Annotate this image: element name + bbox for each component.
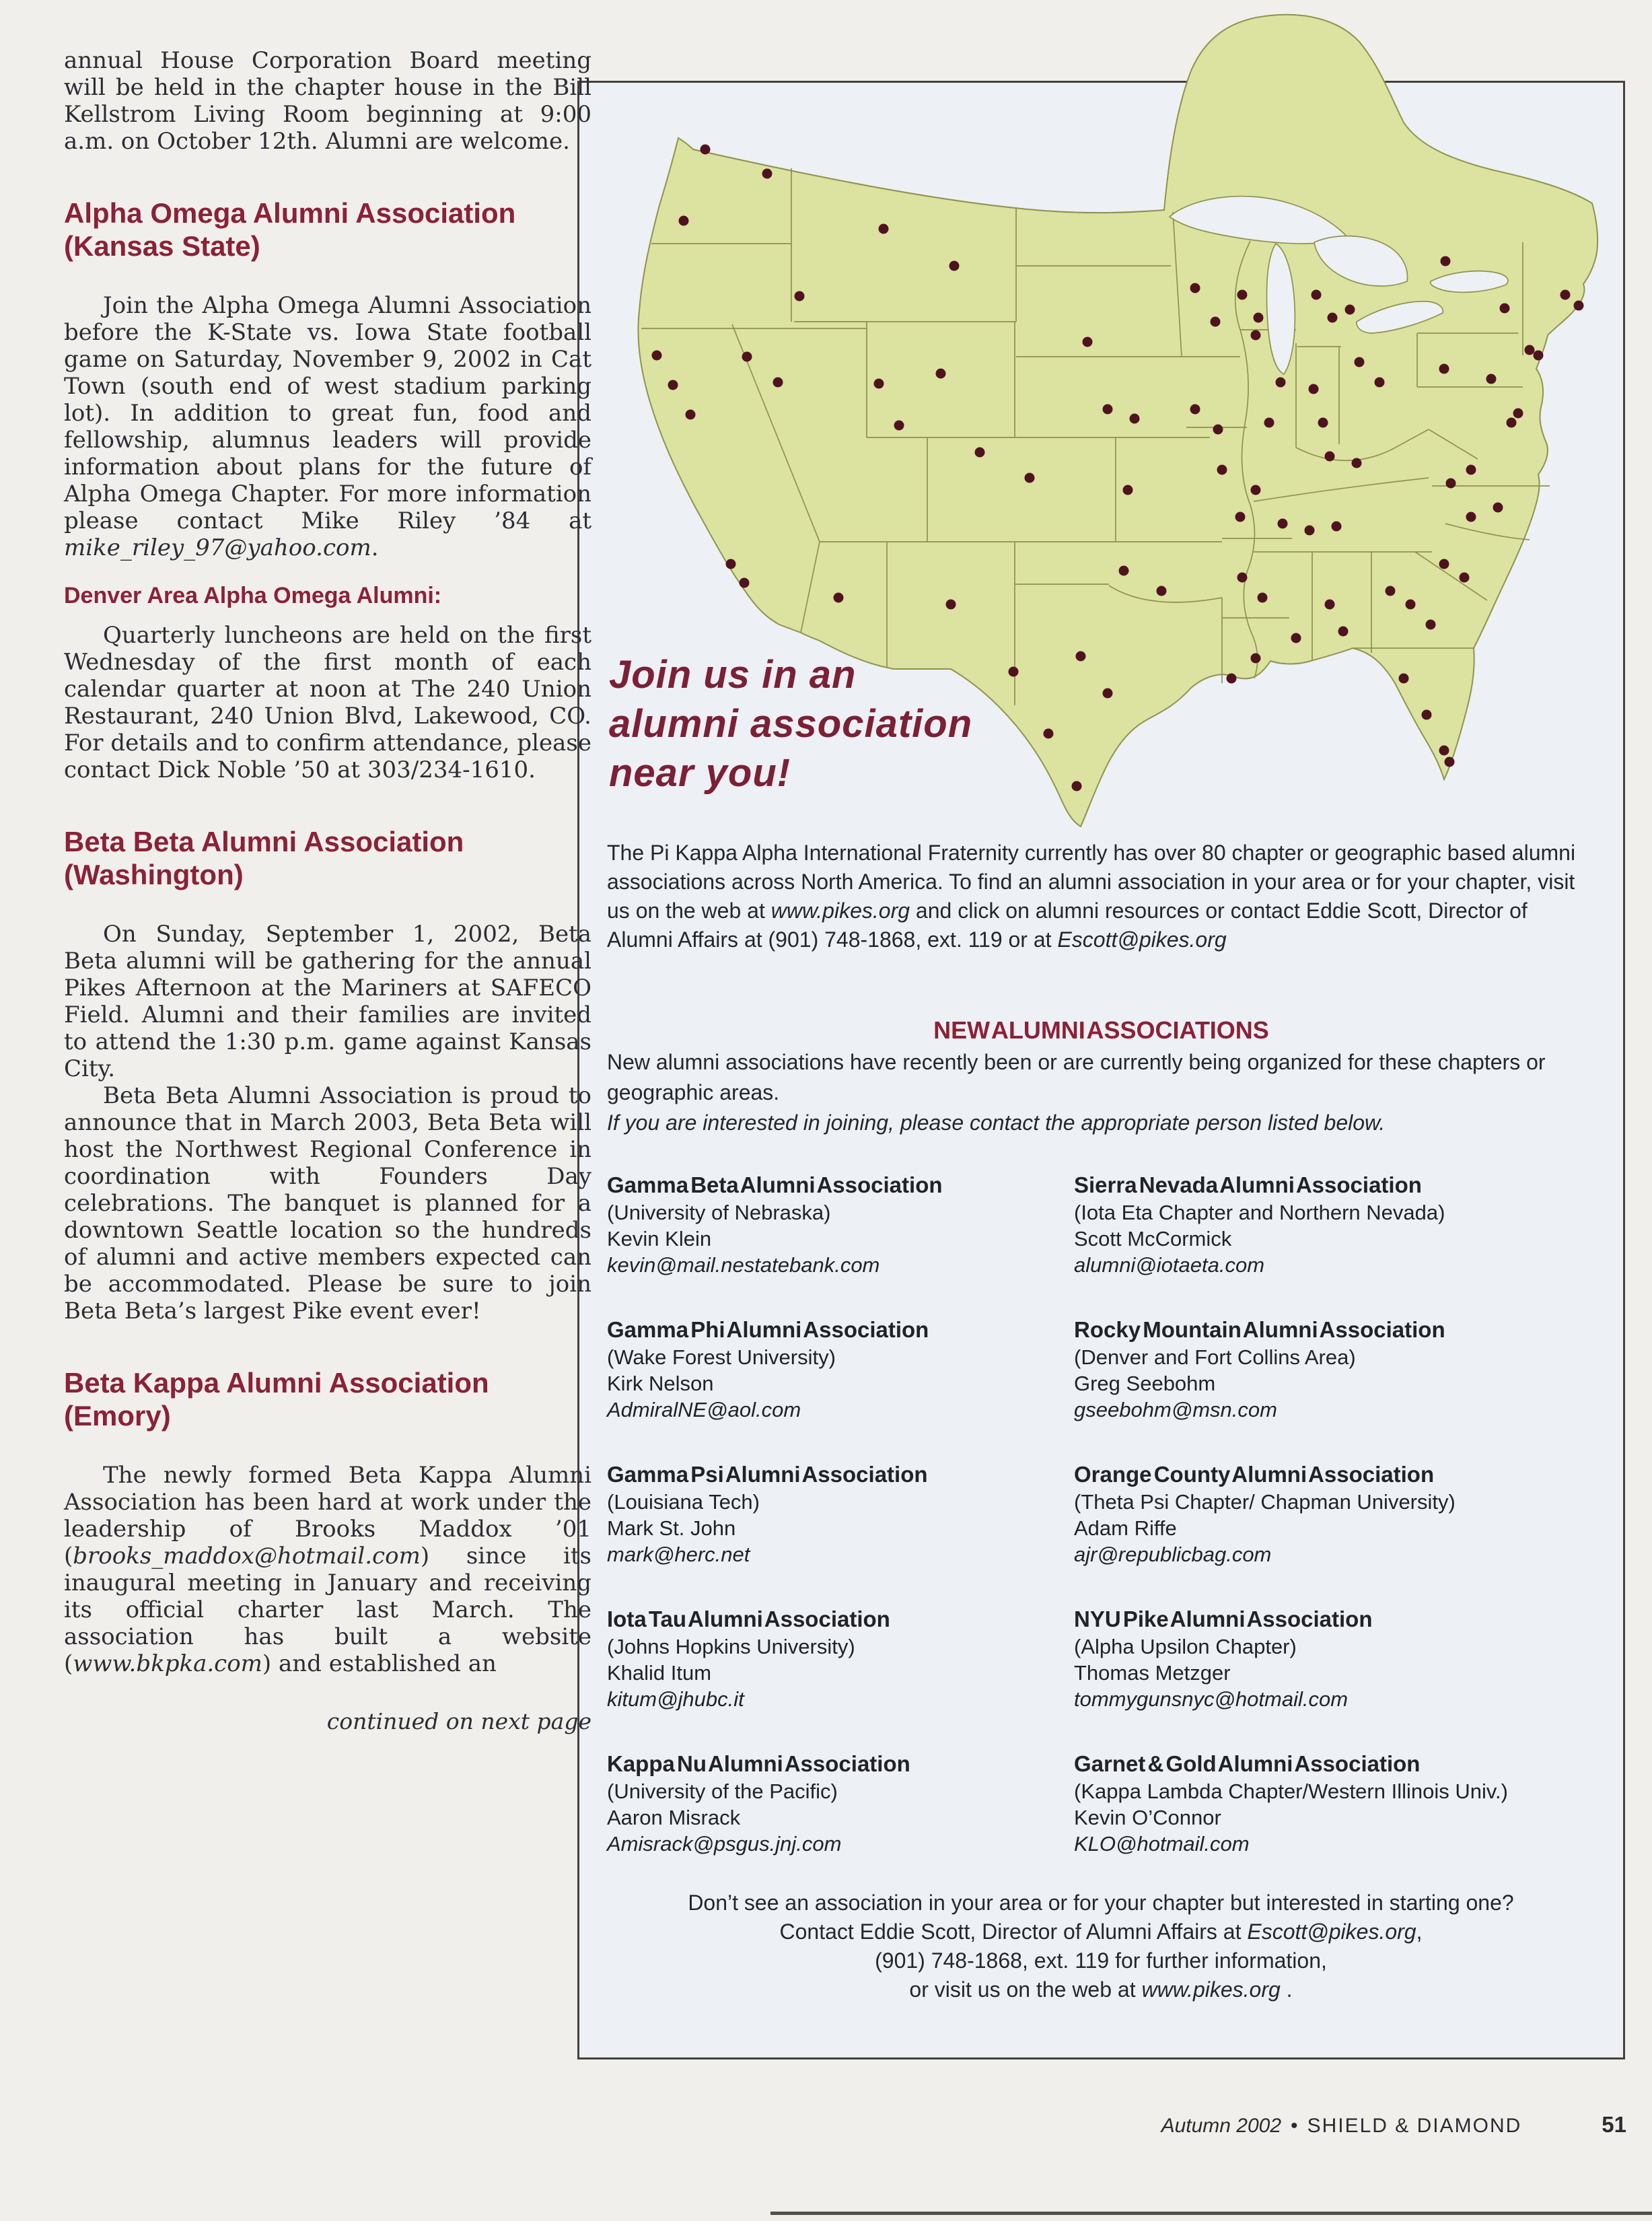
association-location-dot xyxy=(1399,674,1409,684)
association-location-dot xyxy=(742,352,752,362)
association-location-dot xyxy=(1103,689,1113,699)
inline-text: Don’t see an association in your area or for your chapter but interested in starting one? xyxy=(688,1891,1514,1915)
association-location-dot xyxy=(1328,313,1338,323)
association-location-dot xyxy=(1235,512,1246,522)
association-location-dot xyxy=(946,600,956,610)
inline-text: , xyxy=(1416,1919,1423,1944)
association-location-dot xyxy=(668,380,678,390)
association-location-dot xyxy=(1439,364,1449,374)
association-entry xyxy=(607,1316,1048,1423)
association-name: Iota Tau Alumni Association xyxy=(607,1607,890,1631)
association-name: Garnet & Gold Alumni Association xyxy=(1074,1751,1421,1776)
association-contact-name: Aaron Misrack xyxy=(607,1806,741,1829)
association-location-dot xyxy=(1486,374,1497,384)
new-associations-line2: If you are interested in joining, please contact the appropriate person listed below. xyxy=(607,1110,1386,1135)
association-contact-email: kevin@mail.nestatebank.com xyxy=(607,1253,880,1277)
association-location-dot xyxy=(1318,418,1328,428)
association-location-dot xyxy=(1217,465,1227,475)
association-location-dot xyxy=(1345,305,1355,315)
association-location-dot xyxy=(1213,425,1223,435)
association-location-dot xyxy=(1237,573,1248,583)
association-location-dot xyxy=(1338,627,1349,637)
association-contact-name: Khalid Itum xyxy=(607,1661,712,1685)
association-location-dot xyxy=(701,145,711,155)
inline-text: Beta Beta Alumni Association is proud to announce that in March 2003, Beta Beta will host the Northwest Regional Conference in coordination with Founders Day celebrations. The banquet is planned for a downtown Seattle location so the hundreds of alumni and active members expected can be accommodated. Please be sure to join Beta Beta’s largest Pike event ever! xyxy=(64,1082,591,1325)
association-entry xyxy=(1074,1460,1616,1567)
association-chapter: (Theta Psi Chapter/ Chapman University) xyxy=(1074,1490,1456,1514)
join-headline xyxy=(609,650,972,798)
association-location-dot xyxy=(1325,452,1335,462)
association-contact-email: mark@herc.net xyxy=(607,1543,750,1566)
association-location-dot xyxy=(1076,651,1086,662)
box-bottom-line xyxy=(592,1975,1610,2004)
association-entry xyxy=(607,1460,1048,1567)
association-name: Sierra Nevada Alumni Association xyxy=(1074,1172,1422,1197)
box-bottom-line xyxy=(592,1946,1610,1975)
association-name: Gamma Phi Alumni Association xyxy=(607,1317,929,1342)
box-bottom-note xyxy=(592,1889,1610,2004)
footer-page-number: 51 xyxy=(1602,2112,1626,2137)
association-contact-email: AdmiralNE@aol.com xyxy=(607,1398,801,1421)
association-location-dot xyxy=(1560,290,1571,300)
association-chapter: (Kappa Lambda Chapter/Western Illinois Univ.) xyxy=(1074,1779,1508,1803)
association-location-dot xyxy=(1426,620,1436,630)
association-location-dot xyxy=(1325,600,1335,610)
association-contact-name: Greg Seebohm xyxy=(1074,1372,1216,1395)
association-location-dot xyxy=(795,291,805,302)
association-contact-name: Scott McCormick xyxy=(1074,1227,1232,1250)
association-location-dot xyxy=(1574,301,1584,311)
association-location-dot xyxy=(874,379,884,389)
association-location-dot xyxy=(1190,283,1200,293)
association-location-dot xyxy=(1083,337,1093,347)
join-headline-line: Join us in an xyxy=(609,653,857,697)
association-location-dot xyxy=(879,224,889,234)
association-chapter: (Wake Forest University) xyxy=(607,1345,836,1369)
inline-emphasis: www.pikes.org xyxy=(1141,1977,1281,2002)
inline-emphasis: Escott@pikes.org xyxy=(1247,1919,1416,1944)
association-location-dot xyxy=(1044,729,1054,739)
association-name: Orange County Alumni Association xyxy=(1074,1462,1435,1487)
association-location-dot xyxy=(1312,290,1322,300)
association-location-dot xyxy=(1291,633,1301,643)
association-contact-email: kitum@jhubc.it xyxy=(607,1687,744,1711)
footer-magazine-title: SHIELD & DIAMOND xyxy=(1307,2115,1522,2137)
inline-emphasis: brooks_maddox@hotmail.com xyxy=(73,1543,421,1570)
association-location-dot xyxy=(1534,351,1544,361)
association-location-dot xyxy=(1123,485,1133,495)
inline-text: The Pi Kappa Alpha International Fraternity currently has over 80 chapter or geographic based alumni associations across North America. To find an alumni association in your area or for your chapter, visit us on the web at xyxy=(607,841,1576,923)
association-location-dot xyxy=(740,578,750,588)
association-chapter: (University of Nebraska) xyxy=(607,1201,831,1224)
association-location-dot xyxy=(1251,330,1261,341)
association-location-dot xyxy=(1251,654,1261,664)
association-location-dot xyxy=(1355,357,1365,367)
association-location-dot xyxy=(1254,313,1264,323)
association-location-dot xyxy=(1251,485,1261,495)
association-contact-email: tommygunsnyc@hotmail.com xyxy=(1074,1687,1349,1711)
inline-emphasis: www.pikes.org xyxy=(770,898,910,923)
association-chapter: (Iota Eta Chapter and Northern Nevada) xyxy=(1074,1201,1445,1224)
association-location-dot xyxy=(773,378,783,388)
association-location-dot xyxy=(1278,519,1288,529)
inline-text: On Sunday, September 1, 2002, Beta Beta alumni will be gathering for the annual Pikes Afternoon at the Mariners at SAFECO Field. Alumni and their families are invited to attend the 1:30 p.m. game against Kansas City. xyxy=(64,921,591,1082)
association-chapter: (Johns Hopkins University) xyxy=(607,1635,855,1658)
association-location-dot xyxy=(679,216,689,226)
associations-column-left xyxy=(607,1171,1048,1895)
inline-text: The newly formed Beta Kappa Alumni Association has been hard at work under the leadership of Brooks Maddox ’01 ( xyxy=(64,1462,591,1570)
continued-note: continued on next page xyxy=(326,1708,591,1734)
association-location-dot xyxy=(1309,384,1319,394)
association-entry xyxy=(607,1605,1048,1712)
body-paragraph xyxy=(64,47,591,155)
footer-separator-icon: • xyxy=(1291,2115,1298,2137)
association-location-dot xyxy=(1237,290,1248,300)
association-entry xyxy=(1074,1316,1616,1423)
association-location-dot xyxy=(652,351,662,361)
association-location-dot xyxy=(1025,473,1035,483)
inline-text: and click on alumni resources or contact Eddie Scott, Director of Alumni Affairs at (901) 748-1868, ext. 119 or at xyxy=(607,898,1528,952)
inline-text: . xyxy=(1280,1977,1293,2002)
new-associations-subtext xyxy=(607,1047,1604,1138)
section-heading: Beta Beta Alumni Association (Washington) xyxy=(64,826,464,890)
association-entry xyxy=(607,1750,1048,1857)
association-location-dot xyxy=(1103,404,1113,415)
inline-text: Contact Eddie Scott, Director of Alumni Affairs at xyxy=(779,1919,1248,1944)
inline-text: ) and established an xyxy=(262,1650,497,1677)
association-location-dot xyxy=(1375,378,1385,388)
association-location-dot xyxy=(762,169,773,179)
inline-text: Join the Alpha Omega Alumni Association before the K-State vs. Iowa State football game on Saturday, November 9, 2002 in Cat Town (south end of west stadium parking lot). In addition to great fun, food and fellowship, alumnus leaders will provide information about plans for the future of Alpha Omega Chapter. For more information please contact Mike Riley ’84 at xyxy=(64,292,591,534)
association-contact-email: Amisrack@psgus.jnj.com xyxy=(607,1832,842,1856)
body-paragraph xyxy=(64,1462,591,1677)
footer-issue: Autumn 2002 xyxy=(1161,2115,1282,2137)
association-location-dot xyxy=(1352,458,1362,468)
association-contact-name: Kevin Klein xyxy=(607,1227,712,1250)
association-location-dot xyxy=(1072,781,1082,791)
page-footer xyxy=(1161,2112,1626,2138)
inline-text: (901) 748-1868, ext. 119 for further information, xyxy=(875,1948,1327,1973)
body-paragraph xyxy=(64,921,591,1082)
inline-emphasis: Escott@pikes.org xyxy=(1057,927,1227,952)
association-location-dot xyxy=(894,421,904,431)
inline-emphasis: www.bkpka.com xyxy=(73,1650,262,1677)
association-location-dot xyxy=(1422,710,1432,720)
association-location-dot xyxy=(1386,586,1396,596)
association-location-dot xyxy=(1190,404,1200,415)
join-headline-line: near you! xyxy=(609,751,791,795)
association-location-dot xyxy=(1119,566,1129,576)
association-location-dot xyxy=(1439,746,1449,756)
new-associations-line1: New alumni associations have recently been or are currently being organized for these chapters or geographic areas. xyxy=(607,1050,1546,1104)
section-subheading: Denver Area Alpha Omega Alumni: xyxy=(64,583,442,608)
association-name: Gamma Beta Alumni Association xyxy=(607,1172,943,1197)
association-location-dot xyxy=(1406,600,1416,610)
body-paragraph xyxy=(64,292,591,561)
inline-text: ) since its inaugural meeting in January and receiving its official charter last March. The association has built a website ( xyxy=(64,1543,591,1677)
association-chapter: (Alpha Upsilon Chapter) xyxy=(1074,1635,1297,1658)
association-location-dot xyxy=(686,410,696,420)
association-location-dot xyxy=(1009,667,1019,677)
association-location-dot xyxy=(1276,378,1286,388)
association-contact-name: Kirk Nelson xyxy=(607,1372,714,1395)
inline-text: . xyxy=(371,534,379,561)
association-location-dot xyxy=(1466,512,1476,522)
association-contact-email: ajr@republicbag.com xyxy=(1074,1543,1272,1566)
association-chapter: (Denver and Fort Collins Area) xyxy=(1074,1345,1356,1369)
association-location-dot xyxy=(1227,674,1237,684)
association-location-dot xyxy=(936,369,946,379)
association-location-dot xyxy=(1493,503,1503,513)
section-heading: Alpha Omega Alumni Association (Kansas State) xyxy=(64,197,516,262)
association-entry xyxy=(607,1171,1048,1278)
association-location-dot xyxy=(1445,757,1455,767)
association-location-dot xyxy=(1439,559,1449,569)
association-location-dot xyxy=(1332,522,1342,532)
inline-emphasis: mike_riley_97@yahoo.com xyxy=(64,534,371,561)
association-location-dot xyxy=(1513,409,1523,419)
inline-text: Quarterly luncheons are held on the first Wednesday of the first month of each calendar quarter at noon at The 240 Union Restaurant, 240 Union Blvd, Lakewood, CO. For details and to confirm attendance, please contact Dick Noble ’50 at 303/234-1610. xyxy=(64,622,591,783)
association-entry xyxy=(1074,1750,1616,1857)
association-location-dot xyxy=(1130,414,1140,424)
association-location-dot xyxy=(726,559,736,569)
association-location-dot xyxy=(1157,586,1167,596)
association-location-dot xyxy=(1446,479,1456,489)
association-contact-email: alumni@iotaeta.com xyxy=(1074,1253,1265,1277)
association-location-dot xyxy=(949,261,960,271)
page-edge-line xyxy=(770,2212,1652,2215)
association-name: Kappa Nu Alumni Association xyxy=(607,1751,910,1776)
section-heading: Beta Kappa Alumni Association (Emory) xyxy=(64,1367,489,1432)
association-location-dot xyxy=(1305,526,1315,536)
association-location-dot xyxy=(1211,317,1221,327)
association-name: Rocky Mountain Alumni Association xyxy=(1074,1317,1445,1342)
association-contact-name: Adam Riffe xyxy=(1074,1516,1177,1540)
association-location-dot xyxy=(1500,304,1510,314)
association-contact-name: Mark St. John xyxy=(607,1516,736,1540)
association-name: Gamma Psi Alumni Association xyxy=(607,1462,928,1487)
association-location-dot xyxy=(1264,418,1274,428)
left-column xyxy=(64,47,591,1735)
box-bottom-line xyxy=(592,1889,1610,1917)
association-contact-name: Kevin O’Connor xyxy=(1074,1806,1221,1829)
join-headline-line: alumni association xyxy=(609,702,973,746)
body-paragraph xyxy=(64,622,591,783)
box-intro-paragraph xyxy=(607,839,1597,954)
association-location-dot xyxy=(834,593,844,603)
association-location-dot xyxy=(1258,593,1268,603)
inline-text: annual House Corporation Board meeting will be held in the chapter house in the Bill Kellstrom Living Room beginning at 9:00 a.m. on October 12th. Alumni are welcome. xyxy=(64,47,591,155)
association-name: NYU Pike Alumni Association xyxy=(1074,1607,1373,1631)
association-entry xyxy=(1074,1605,1616,1712)
association-location-dot xyxy=(1441,256,1451,267)
association-contact-name: Thomas Metzger xyxy=(1074,1661,1231,1685)
association-location-dot xyxy=(1525,345,1535,355)
inline-text: or visit us on the web at xyxy=(909,1977,1142,2002)
association-location-dot xyxy=(975,448,985,458)
association-entry xyxy=(1074,1171,1616,1278)
body-paragraph xyxy=(64,1082,591,1325)
association-contact-email: KLO@hotmail.com xyxy=(1074,1832,1250,1856)
association-chapter: (Louisiana Tech) xyxy=(607,1490,760,1514)
box-bottom-line xyxy=(592,1917,1610,1946)
association-location-dot xyxy=(1466,465,1476,475)
association-location-dot xyxy=(1507,418,1517,428)
association-location-dot xyxy=(1460,573,1470,583)
association-contact-email: gseebohm@msn.com xyxy=(1074,1398,1277,1421)
association-chapter: (University of the Pacific) xyxy=(607,1779,838,1803)
new-associations-title: NEW ALUMNI ASSOCIATIONS xyxy=(933,1016,1269,1044)
associations-column-right xyxy=(1074,1171,1616,1895)
